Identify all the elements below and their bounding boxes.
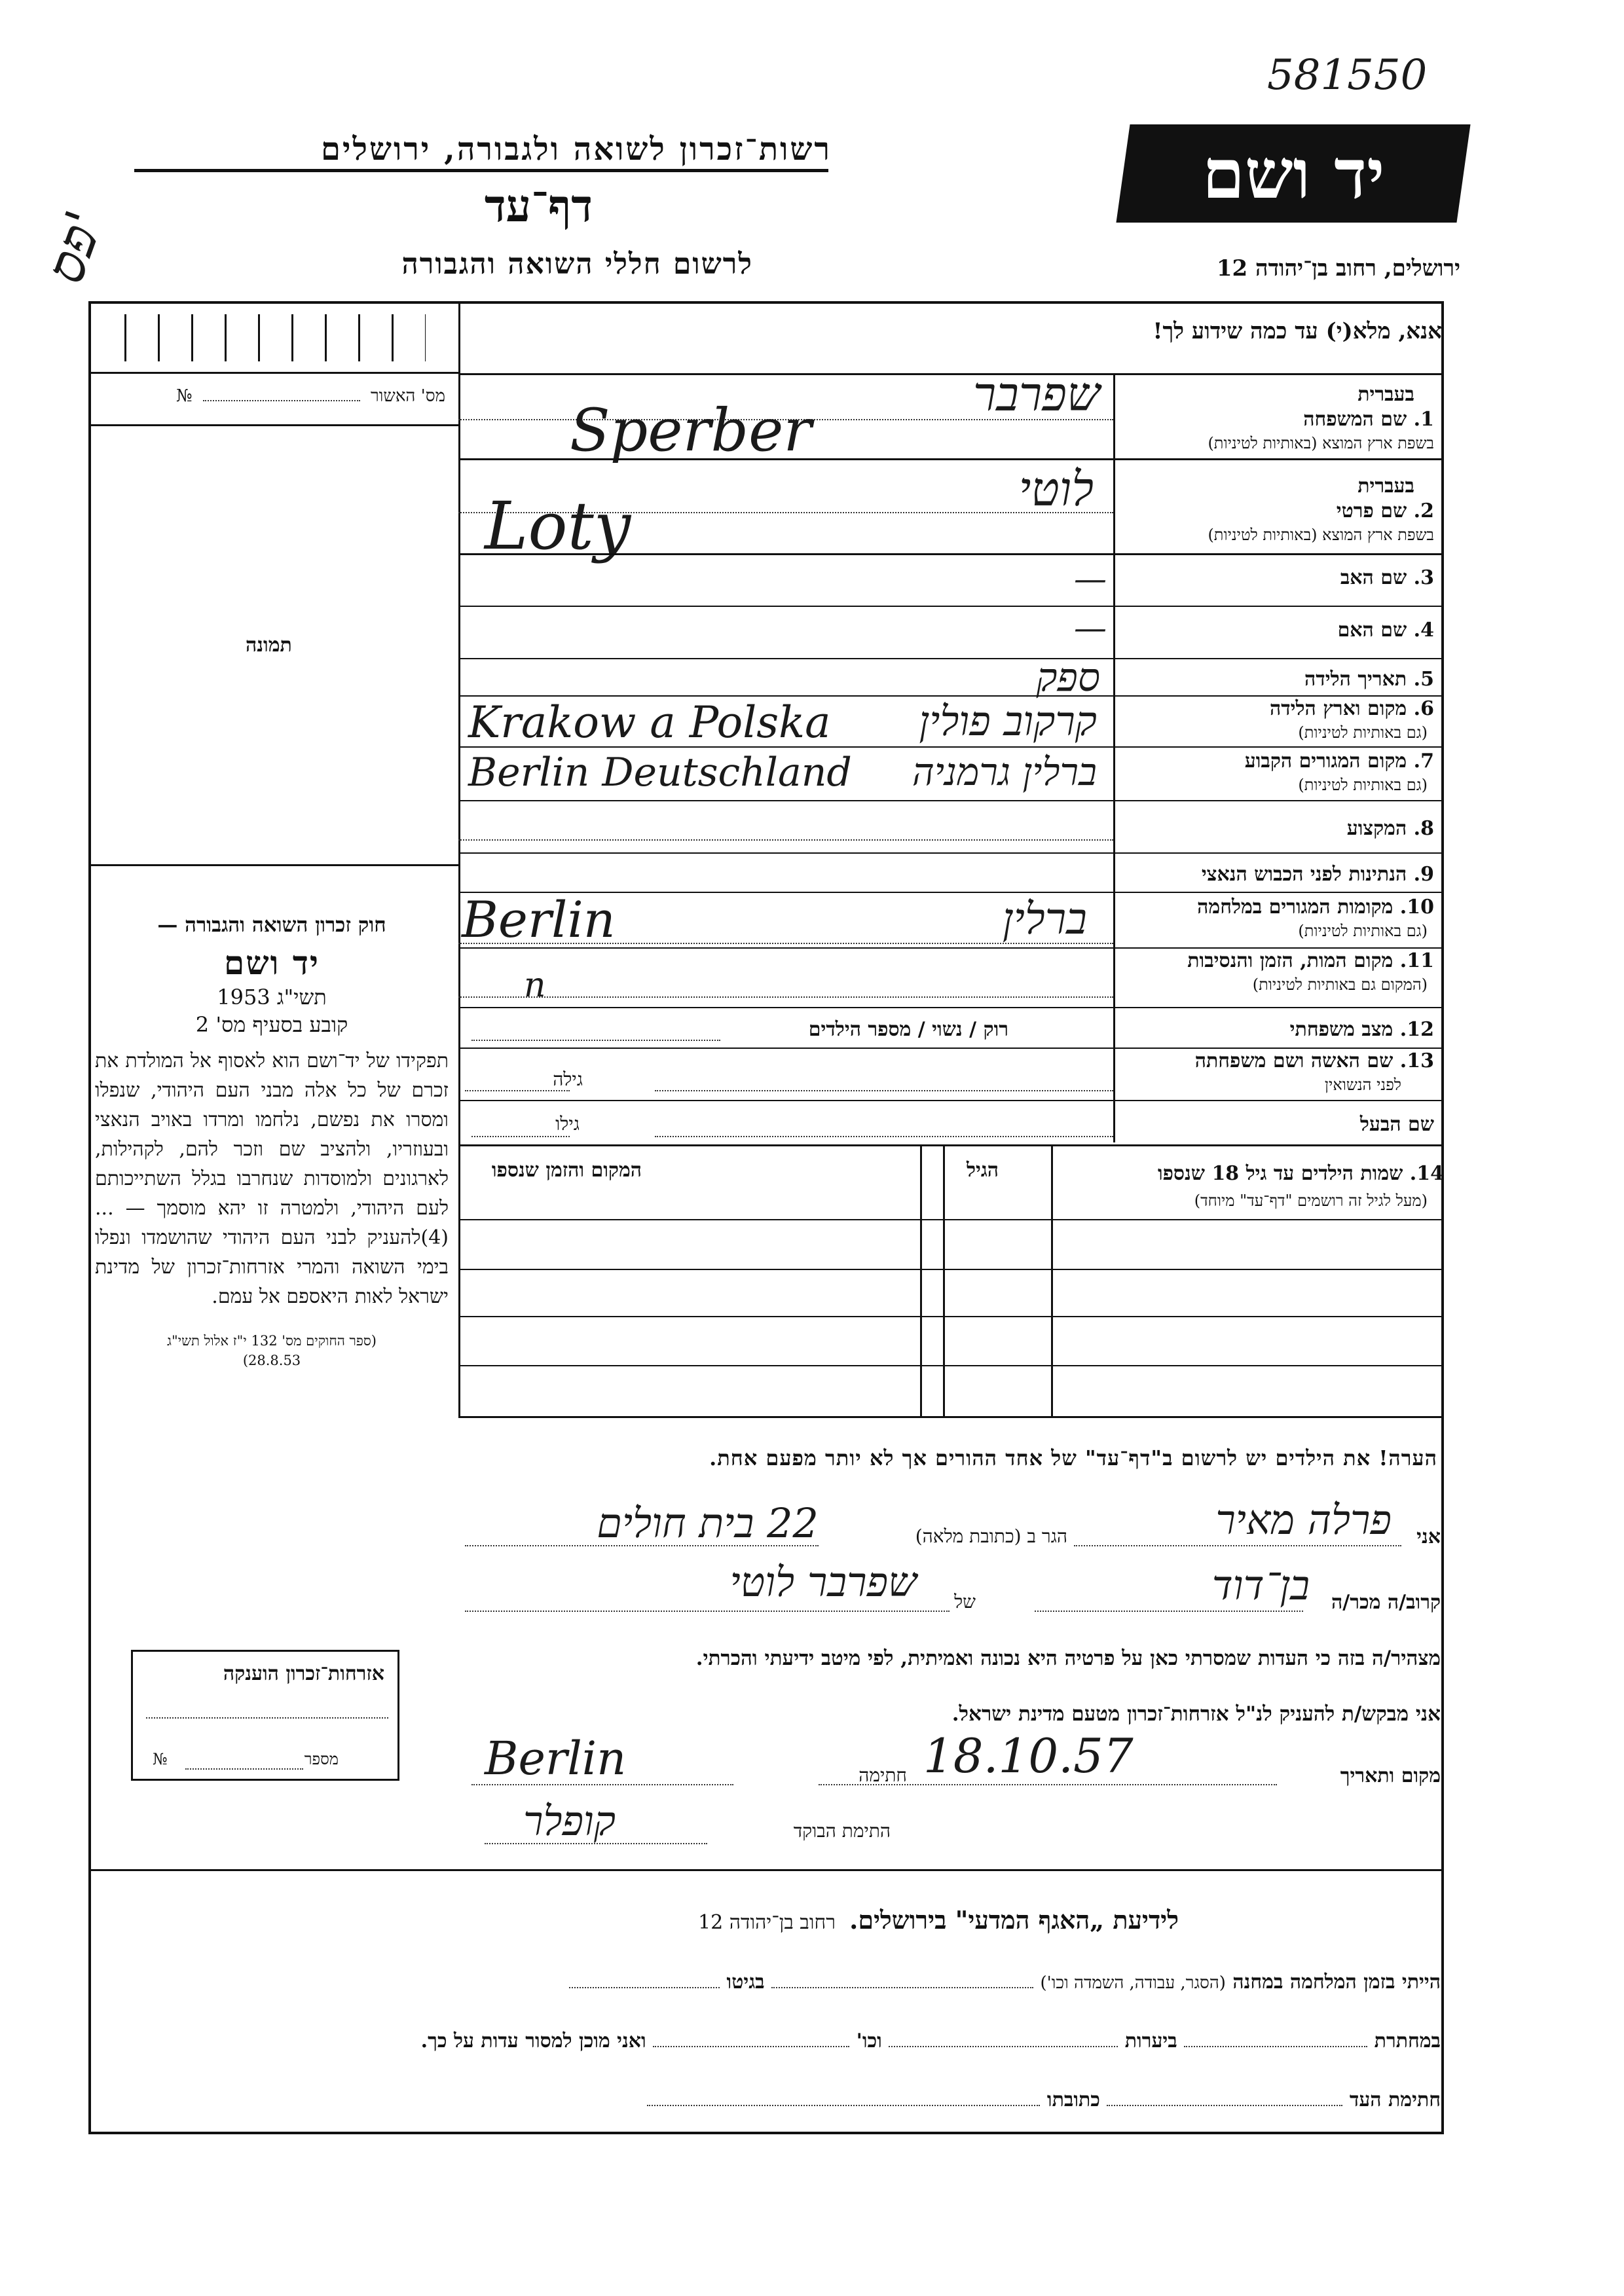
f5-rule (458, 695, 1444, 697)
f6-num: 6. (1413, 697, 1434, 720)
f1-label-cell (1113, 376, 1441, 455)
f4-num: 4. (1413, 619, 1434, 642)
dept-line3-a: חתימת העד (1349, 2088, 1441, 2111)
f3-value[interactable]: — (1074, 560, 1107, 598)
f10-line (458, 943, 1113, 944)
f6-label (1270, 697, 1434, 720)
children-col-3 (920, 1144, 922, 1416)
f3-label-text: שם האב (1340, 566, 1407, 589)
f1-label-text: שם המשפחה (1303, 408, 1407, 431)
declarant-name[interactable]: פרלה מאיר (1215, 1496, 1392, 1544)
f2-sub: בשפת ארץ המוצא (באותיות לטיניות) (1208, 526, 1434, 544)
approval-no: № (175, 386, 193, 406)
declarant-of-line (465, 1611, 950, 1612)
f3-label (1340, 566, 1434, 589)
declarant-of-label: של (954, 1591, 976, 1613)
signature-label: חתימה (858, 1764, 907, 1786)
f9-num: 9. (1413, 863, 1434, 886)
f2-rule (458, 553, 1444, 555)
dept-line2-blank3[interactable] (653, 2046, 849, 2047)
f12-line[interactable] (471, 1040, 720, 1041)
dept-line1-blank2[interactable] (569, 1987, 720, 1988)
law-source: (ספר החוקים מס' 132 י"ז אלול תשי"ג 28.8.53) (167, 1333, 377, 1368)
dept-line1-blank[interactable] (771, 1987, 1033, 1988)
f8-rule (458, 852, 1444, 854)
approval-bottom-rule (88, 424, 458, 426)
declarant-relation[interactable]: בן־דוד (1211, 1561, 1310, 1609)
citizenship-title: אזרחות־זכרון הוענקה (223, 1662, 384, 1685)
f4-rule (458, 658, 1444, 659)
children-age-header: הגיל (966, 1159, 999, 1182)
place-date-value[interactable]: 18.10.57 (923, 1728, 1134, 1783)
law-year-he: תשי"ג (276, 985, 327, 1010)
declarant-relation-line (1035, 1611, 1303, 1612)
f14-label (1158, 1162, 1444, 1185)
f7-num: 7. (1413, 750, 1434, 773)
f11-label (1187, 949, 1434, 972)
declarant-name-line (1074, 1545, 1401, 1546)
husband-name-line[interactable] (655, 1136, 1113, 1137)
f3-rule (458, 606, 1444, 607)
f6-latin-value[interactable]: Krakow a Polska (468, 697, 831, 748)
f6-label-text: מקום וארץ הלידה (1269, 697, 1407, 720)
f12-num: 12. (1399, 1018, 1434, 1041)
f2-label (1337, 500, 1434, 522)
f8-line[interactable] (458, 839, 1113, 841)
f12-label (1290, 1018, 1434, 1041)
dept-line2-blank1[interactable] (1184, 2046, 1367, 2047)
note: הערה! את הילדים יש לרשום ב"דף־עד" של אחד ההורים אך לא יותר מפעם אחת. (709, 1446, 1437, 1470)
intro-text: אנא, מלא(י) עד כמה שידוע לך! (1153, 318, 1442, 344)
f2-latin-value[interactable]: Loty (485, 488, 631, 564)
photo-label: תמונה (246, 634, 292, 657)
dept-line2-blank2[interactable] (889, 2046, 1118, 2047)
f6-hebrew-value[interactable]: קרקוב פולין (919, 697, 1097, 745)
f11-label-text: מקום המות, הזמן והנסיבות (1187, 949, 1393, 972)
dept-line1-b: (הסגר, עבודה, השמדה וכו') (1040, 1973, 1226, 1993)
f1-label (1303, 408, 1434, 431)
f2-hebrew-value[interactable]: לוטי (1018, 462, 1094, 517)
f9-label-text: הנתינות לפני הכבוש הנאצי (1201, 863, 1407, 886)
law-clause: קובע בסעיף מס' 2 (195, 1012, 348, 1037)
law-block (95, 913, 449, 1370)
dept-line3-blank1[interactable] (1107, 2105, 1342, 2106)
margin-note: פס' (33, 202, 116, 291)
f11-num: 11. (1399, 949, 1434, 972)
declarant-lives-label: הגר ב (כתובת מלאה) (915, 1525, 1067, 1547)
declaration-text: מצהיר/ה בזה כי העדות שמסרתי כאן על פרטיה היא נכונה ואמיתית, לפי מיטב ידיעתי והכרתי. (695, 1647, 1441, 1670)
dept-line1-a: הייתי בזמן המלחמה במחנה (1232, 1971, 1441, 1994)
dept-line1-c: בגיטו (726, 1971, 765, 1994)
f14-sub: (מעל לגיל זה רושמים "דף־עד" מיוחד) (1194, 1192, 1428, 1210)
f8-label (1347, 817, 1434, 840)
f10-label (1197, 896, 1434, 919)
place-date-label: מקום ותאריך (1340, 1764, 1441, 1787)
f1-hebrew-value[interactable]: שפרבר (972, 367, 1100, 422)
f7-latin-value[interactable]: Berlin Deutschland (468, 750, 852, 795)
f12-rule (458, 1048, 1444, 1049)
dept-title-line (698, 1905, 1179, 1935)
f10-sub: (גם באותיות לטיניות) (1298, 922, 1428, 940)
children-place-header: המקום והזמן שנספו (491, 1159, 642, 1182)
children-col-2 (943, 1144, 945, 1416)
f12-options-text: רוק / נשוי / מספר הילדים (808, 1018, 1008, 1041)
f11-rule (458, 1007, 1444, 1008)
f7-label (1245, 750, 1434, 773)
citizenship-box (131, 1650, 399, 1781)
f4-label (1338, 619, 1434, 642)
f10-num: 10. (1399, 896, 1434, 919)
citizenship-no: № (153, 1750, 168, 1768)
left-column-divider (458, 301, 460, 1417)
law-year: 1953 (217, 985, 270, 1010)
f14-label-text: שמות הילדים עד גיל 18 שנספו (1157, 1162, 1403, 1185)
officer-line (485, 1843, 707, 1844)
f7-rule (458, 800, 1444, 801)
f12-options (809, 1018, 1008, 1041)
dept-line3-blank2[interactable] (647, 2105, 1040, 2106)
dept-line2-d: ואני מוכן למסור עדות על כך. (420, 2030, 646, 2052)
f10-label-text: מקומות המגורים במלחמה (1197, 896, 1393, 919)
f8-label-text: המקצוע (1346, 817, 1407, 840)
law-name: יד ושם (224, 943, 320, 982)
children-header-rule (458, 1219, 1444, 1220)
f1-hebrew-tag: בעברית (1357, 383, 1414, 406)
dept-line2-a: במחתרת (1374, 2030, 1441, 2052)
f5-num: 5. (1413, 668, 1434, 691)
declarant-address-line (465, 1545, 819, 1546)
f1-latin-value[interactable]: Sperber (570, 396, 812, 465)
dept-line-1 (569, 1971, 1441, 1994)
law-title: חוק זכרון השואה והגבורה — (157, 913, 386, 937)
approval-stripes (124, 314, 426, 361)
dept-line3-b: כתובתו (1046, 2088, 1100, 2111)
f1-num: 1. (1413, 408, 1434, 431)
f7-label-text: מקום המגורים הקבוע (1244, 750, 1407, 773)
declarant-bottom-rule (88, 1869, 1444, 1871)
authority-line: רשות־זכרון לשואה ולגבורה, ירושלים (320, 131, 832, 168)
f4-value[interactable]: — (1074, 609, 1107, 647)
children-col-1 (1051, 1144, 1053, 1416)
approval-dots[interactable] (203, 400, 360, 401)
f11-line (458, 996, 1113, 998)
signature-line (471, 1784, 733, 1785)
declarant-relative-label: קרוב/ה מכר/ה (1331, 1591, 1441, 1614)
f10-hebrew-value[interactable]: ברלין (1002, 894, 1087, 944)
dept-line-2 (421, 2030, 1441, 2052)
f13-age-label: גילה (553, 1068, 583, 1090)
dept-line2-c: וכו' (856, 2030, 882, 2052)
citizenship-no-label: מספר (304, 1750, 339, 1768)
f5-label-text: תאריך הלידה (1304, 668, 1407, 691)
citizenship-line-1[interactable] (146, 1717, 388, 1719)
f1-sub: בשפת ארץ המוצא (באותיות לטיניות) (1208, 434, 1434, 452)
officer-signature[interactable]: קופלר (523, 1797, 616, 1845)
declarant-i-label: אני (1416, 1525, 1441, 1548)
form-title: דף־עד (484, 180, 593, 232)
f7-sub: (גם באותיות לטיניות) (1298, 776, 1428, 794)
dept-line2-b: ביערות (1124, 2030, 1177, 2052)
f1-rule (458, 458, 1444, 460)
dept-title: לידיעת „האגף המדעי" בירושלים. (849, 1905, 1179, 1935)
husband-age-line[interactable] (471, 1136, 570, 1137)
f11-value[interactable]: n (524, 966, 546, 1005)
husband-label: שם הבעל (1359, 1113, 1434, 1136)
declarant-of-value[interactable]: שפרבר לוטי (729, 1558, 917, 1606)
logo-text: יד ושם (1202, 133, 1385, 214)
f7-hebrew-value[interactable]: ברלין גרמניה (912, 750, 1097, 794)
f13-label (1195, 1049, 1434, 1072)
citizenship-no-line[interactable] (185, 1768, 303, 1770)
husband-rule (458, 1144, 1444, 1146)
f2-label-cell (1113, 462, 1441, 544)
f6-rule (458, 746, 1444, 748)
address: ירושלים, רחוב בן־יהודה 12 (1216, 255, 1460, 282)
law-text: תפקידו של יד־ושם הוא לאסוף אל המולדת את זכרם של כל אלה מבני העם היהודי, שנפלו ומסרו את נפשם, נלחמו ומרדו באויב הנאצי ובעוזריו, ולהציב שם וזכר להם, לקהילות, לארגונים ולמוסדות שנחרבו בגלל השתייכותם לעם היהודי, ולמטרה זו יהא מוסמך — ...(4)להעניק לבני העם היהודי שהושמדו ונפלו בימי השואה והמרי אזרחות־זכרון של מדינת ישראל לאות היאספם אל עמם. (95, 1049, 449, 1308)
dept-address: רחוב בן־יהודה 12 (698, 1911, 836, 1934)
f6-sub: (גם באותיות לטיניות) (1298, 723, 1428, 742)
officer-label: התימת הבוקד (793, 1820, 891, 1842)
declarant-address[interactable]: 22 בית חולים (597, 1499, 819, 1547)
f13-name-line[interactable] (655, 1090, 1113, 1091)
yad-vashem-logo (1116, 124, 1470, 223)
f3-num: 3. (1413, 566, 1434, 589)
children-row-rule-3 (458, 1365, 1444, 1366)
f10-latin-value[interactable]: Berlin (462, 890, 616, 949)
f13-num: 13. (1399, 1049, 1434, 1072)
authority-underline (134, 169, 828, 172)
f2-num: 2. (1413, 500, 1434, 522)
f2-hebrew-tag: בעברית (1357, 475, 1414, 498)
f4-label-text: שם האם (1337, 619, 1407, 642)
request-text: אני מבקש/ת להעניק לנ"ל אזרחות־זכרון מטעם מדינת ישראל. (951, 1702, 1441, 1726)
f11-sub: (המקום גם באותיות לטיניות) (1252, 975, 1428, 994)
law-year-line (95, 985, 449, 1010)
f10-rule (458, 947, 1444, 949)
f8-num: 8. (1413, 817, 1434, 840)
f13-label-text: שם האשה ושם משפחתה (1194, 1049, 1393, 1072)
children-bottom-rule (458, 1416, 1444, 1418)
husband-age-label: גילו (555, 1113, 580, 1135)
dept-line-3 (647, 2088, 1441, 2111)
form-subtitle: לרשום חללי השואה והגבורה (401, 247, 753, 281)
f5-label (1304, 668, 1434, 691)
f12-label-text: מצב משפחתי (1289, 1018, 1393, 1041)
record-number: 581550 (1267, 51, 1428, 100)
children-row-rule-2 (458, 1316, 1444, 1317)
f13-sub: לפני הנשואין (1324, 1076, 1401, 1094)
signature-value[interactable]: Berlin (485, 1732, 627, 1785)
approval-rule (88, 372, 458, 374)
f14-num: 14. (1409, 1162, 1444, 1185)
intro-rule (458, 373, 1444, 375)
photo-bottom-rule (88, 864, 458, 866)
f2-label-text: שם פרטי (1336, 500, 1407, 522)
f5-value[interactable]: ספק (1036, 655, 1100, 701)
f9-label (1202, 863, 1434, 886)
approval-label (105, 386, 445, 406)
approval-label-text: מס' האשור (370, 386, 445, 406)
children-row-rule-1 (458, 1269, 1444, 1270)
f13-rule (458, 1100, 1444, 1101)
f13-age-line[interactable] (465, 1090, 570, 1091)
